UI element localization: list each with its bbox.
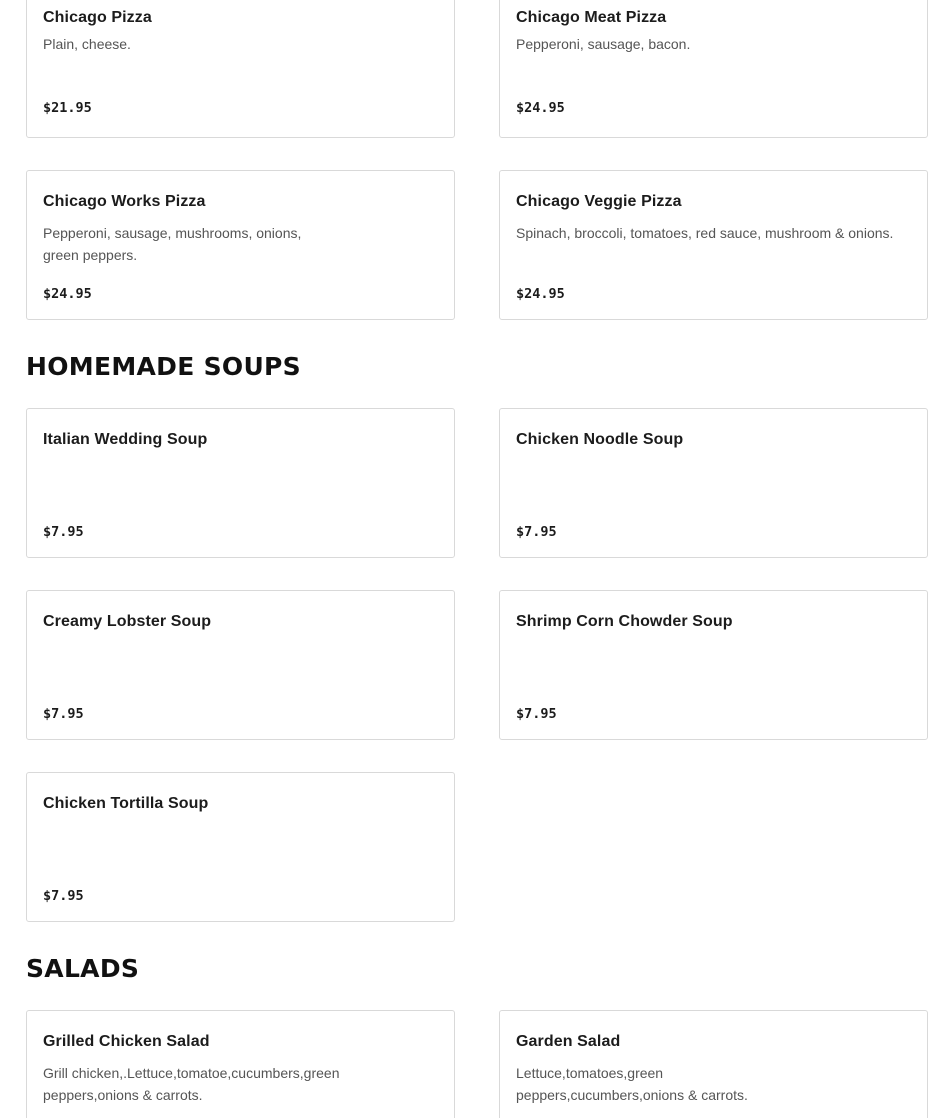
section-title-soups: HOMEMADE SOUPS bbox=[26, 352, 301, 381]
item-name: Chicago Veggie Pizza bbox=[516, 193, 682, 210]
item-name: Shrimp Corn Chowder Soup bbox=[516, 613, 733, 630]
item-price: $24.95 bbox=[516, 100, 565, 116]
menu-item-card[interactable] bbox=[26, 170, 455, 320]
item-description: Plain, cheese. bbox=[43, 36, 131, 52]
item-name: Italian Wedding Soup bbox=[43, 431, 208, 448]
menu-item-card[interactable] bbox=[499, 170, 928, 320]
item-price: $24.95 bbox=[516, 286, 565, 302]
item-description: Lettuce,tomatoes,green peppers,cucumbers,onions & carrots. bbox=[516, 1065, 748, 1103]
menu-item-card[interactable] bbox=[499, 408, 928, 558]
item-name: Chicken Noodle Soup bbox=[516, 431, 684, 448]
menu-item-card[interactable] bbox=[26, 1010, 455, 1118]
item-description: Pepperoni, sausage, bacon. bbox=[516, 36, 691, 52]
item-price: $7.95 bbox=[43, 524, 84, 540]
item-name: Creamy Lobster Soup bbox=[43, 613, 212, 630]
item-name: Chicago Pizza bbox=[43, 9, 152, 26]
menu-item-card[interactable] bbox=[499, 0, 928, 138]
item-price: $24.95 bbox=[43, 286, 92, 302]
item-description: Grill chicken,.Lettuce,tomatoe,cucumbers,green peppers,onions & carrots. bbox=[43, 1065, 340, 1103]
menu-item-card[interactable] bbox=[26, 0, 455, 138]
menu-item-card[interactable] bbox=[26, 408, 455, 558]
section-title-salads: SALADS bbox=[26, 954, 140, 983]
item-name: Chicago Meat Pizza bbox=[516, 9, 667, 26]
item-name: Chicken Tortilla Soup bbox=[43, 795, 209, 812]
item-name: Grilled Chicken Salad bbox=[43, 1033, 210, 1050]
item-description: Spinach, broccoli, tomatoes, red sauce, mushroom & onions. bbox=[516, 225, 894, 241]
menu-item-card[interactable] bbox=[26, 772, 455, 922]
menu-item-card[interactable] bbox=[499, 590, 928, 740]
item-name: Garden Salad bbox=[516, 1033, 621, 1050]
menu-item-card[interactable] bbox=[26, 590, 455, 740]
item-name: Chicago Works Pizza bbox=[43, 193, 206, 210]
item-price: $21.95 bbox=[43, 100, 92, 116]
item-price: $7.95 bbox=[516, 706, 557, 722]
item-price: $7.95 bbox=[43, 888, 84, 904]
item-description: Pepperoni, sausage, mushrooms, onions, green peppers. bbox=[43, 225, 302, 263]
menu-item-card[interactable] bbox=[499, 1010, 928, 1118]
item-price: $7.95 bbox=[43, 706, 84, 722]
item-price: $7.95 bbox=[516, 524, 557, 540]
